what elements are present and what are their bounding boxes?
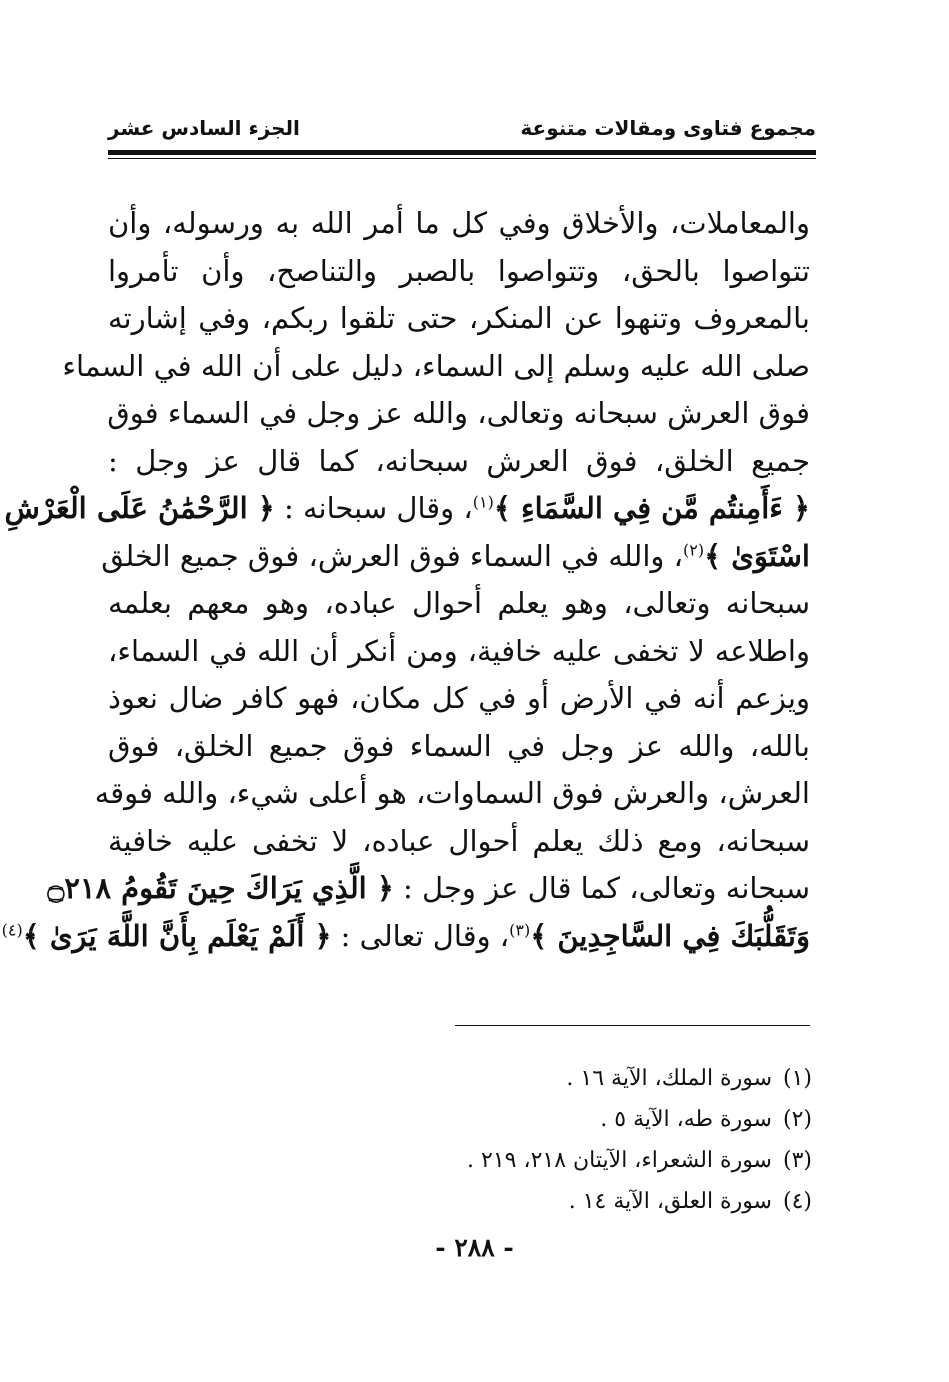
- running-header: [108, 112, 816, 144]
- footnote-item: [300, 1058, 812, 1099]
- body-fragment: سبحانه وتعالى، كما قال عز وجل :: [393, 871, 810, 905]
- book-title: مجموع فتاوى ومقالات متنوعة: [520, 116, 816, 140]
- body-fragment: ، وقال تعالى :: [331, 918, 510, 953]
- body-line: واطلاعه لا تخفى عليه خافية، ومن أنكر أن الله في السماء،: [108, 633, 810, 668]
- footnote-ref: (٤): [1, 919, 23, 939]
- body-line: صلى الله عليه وسلم إلى السماء، دليل على أن الله في السماء: [62, 348, 810, 383]
- footnote-text: سورة الملك، الآية ١٦ .: [566, 1066, 772, 1091]
- footnote-text: سورة الشعراء، الآيتان ٢١٨، ٢١٩ .: [467, 1148, 772, 1173]
- body-line: [101, 533, 810, 581]
- body-line: العرش، والعرش فوق السماوات، هو أعلى شيء، والله فوقه: [94, 776, 810, 810]
- body-line: [1, 913, 810, 961]
- quran-verse: ﴿ ءَأَمِنتُم مَّن فِي السَّمَاءِ ﴾: [493, 491, 810, 525]
- body-line: جميع الخلق، فوق العرش سبحانه، كما قال عز وجل :: [108, 443, 810, 478]
- body-line: بالمعروف وتنهوا عن المنكر، حتى تلقوا ربكم، وفي إشارته: [108, 301, 810, 335]
- footnote-number: (١): [782, 1066, 812, 1091]
- body-line: والمعاملات، والأخلاق وفي كل ما أمر الله به ورسوله، وأن: [108, 206, 810, 240]
- footnote-ref: (٢): [683, 539, 705, 559]
- body-fragment: ، وقال سبحانه :: [274, 491, 473, 525]
- quran-verse: اسْتَوَىٰ ﴾: [704, 538, 810, 573]
- quran-verse: ﴿ الَّذِي يَرَاكَ حِينَ تَقُومُ ۝٢١٨: [47, 871, 394, 905]
- quran-verse: ﴿ الرَّحْمَٰنُ عَلَى الْعَرْشِ: [4, 491, 275, 525]
- footnote-text: سورة طه، الآية ٥ .: [600, 1107, 772, 1132]
- body-line: [4, 485, 810, 533]
- body-line: فوق العرش سبحانه وتعالى، والله عز وجل في السماء فوق: [107, 396, 810, 430]
- page-number: - ٢٨٨ -: [435, 1233, 514, 1262]
- body-line: سبحانه، ومع ذلك يعلم أحوال عباده، لا تخفى عليه خافية: [108, 823, 810, 858]
- body-line: سبحانه وتعالى، وهو يعلم أحوال عباده، وهو معهم بعلمه: [108, 586, 810, 620]
- footnote-number: (٢): [782, 1107, 812, 1132]
- body-line: [47, 865, 810, 913]
- footnotes: [300, 1058, 812, 1222]
- body-text: [1, 200, 810, 960]
- footnote-text: سورة العلق، الآية ١٤ .: [568, 1189, 772, 1214]
- body-line: تتواصوا بالحق، وتتواصوا بالصبر والتناصح، وأن تأمروا: [108, 253, 810, 288]
- volume-title: الجزء السادس عشر: [108, 116, 300, 140]
- header-rule: [108, 150, 816, 155]
- footnote-item: [300, 1140, 812, 1181]
- footnote-ref: (١): [472, 492, 494, 512]
- body-fragment: ، والله في السماء فوق العرش، فوق جميع الخلق: [101, 538, 684, 573]
- quran-verse: ﴿ أَلَمْ يَعْلَم بِأَنَّ اللَّهَ يَرَىٰ ﴾: [22, 918, 332, 953]
- body-line: ويزعم أنه في الأرض أو في كل مكان، فهو كافر ضال نعوذ: [108, 681, 810, 715]
- footnote-item: [300, 1181, 812, 1222]
- footnote-number: (٤): [782, 1189, 812, 1214]
- footnote-item: [300, 1099, 812, 1140]
- header-rule-thin: [108, 158, 816, 159]
- body-line: بالله، والله عز وجل في السماء فوق جميع الخلق، فوق: [108, 728, 810, 763]
- footnote-number: (٣): [782, 1148, 812, 1173]
- footnote-separator: [455, 1025, 810, 1026]
- footnote-ref: (٣): [509, 919, 531, 939]
- quran-verse: وَتَقَلُّبَكَ فِي السَّاجِدِينَ ﴾: [530, 918, 810, 953]
